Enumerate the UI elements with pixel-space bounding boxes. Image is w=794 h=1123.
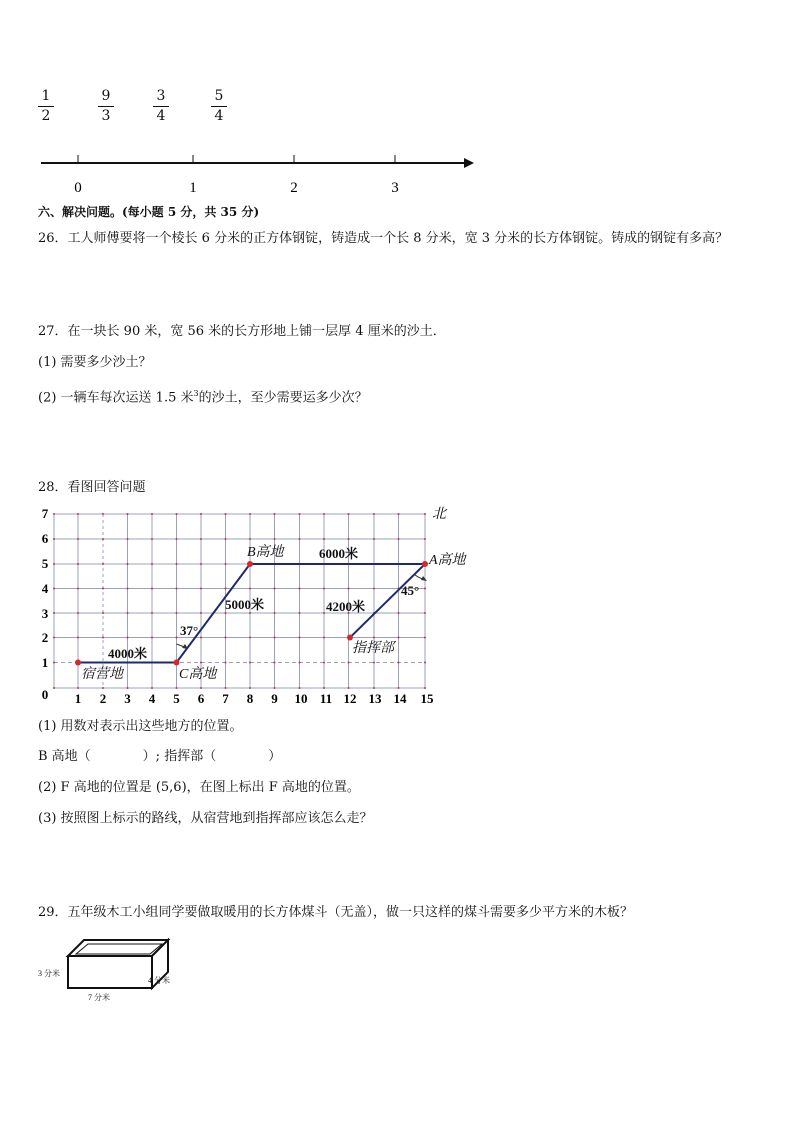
- length-label: 7 分米: [88, 993, 110, 1002]
- grid-dot: [249, 538, 251, 540]
- x-axis-label: 11: [319, 691, 333, 706]
- grid-dot: [225, 612, 227, 614]
- grid-dot: [323, 513, 325, 515]
- grid-dot: [77, 538, 79, 540]
- grid-dot: [274, 687, 276, 689]
- point-dormitory: [75, 660, 81, 666]
- grid-dot: [127, 588, 129, 590]
- grid-dot: [102, 538, 104, 540]
- fraction-numerator: 9: [101, 88, 111, 104]
- x-axis-label: 2: [99, 691, 107, 706]
- grid-dot: [127, 563, 129, 565]
- grid-dot: [274, 612, 276, 614]
- grid-dot: [225, 513, 227, 515]
- grid-dot: [200, 538, 202, 540]
- grid-dot: [274, 637, 276, 639]
- fraction-1: [36, 89, 56, 124]
- grid-dot: [299, 588, 301, 590]
- grid-dot: [323, 588, 325, 590]
- grid-dot: [176, 538, 178, 540]
- grid-dot: [200, 588, 202, 590]
- grid-dot: [398, 513, 400, 515]
- x-axis-label: 13: [368, 691, 382, 706]
- grid-dot: [398, 637, 400, 639]
- label-dormitory: 宿营地: [81, 667, 123, 682]
- x-axis-label: 8: [246, 691, 254, 706]
- grid-dot: [176, 513, 178, 515]
- fraction-4: [209, 89, 229, 124]
- grid-dot: [249, 588, 251, 590]
- y-axis-label: 3: [41, 606, 49, 621]
- question-27-part-2-suffix: 的沙土，至少需要运多少次？: [198, 390, 368, 406]
- point-command: [347, 635, 353, 641]
- x-axis-label: 10: [294, 691, 308, 706]
- grid-dot: [53, 612, 55, 614]
- grid-dot: [249, 662, 251, 664]
- fraction-numerator: 1: [41, 88, 51, 104]
- number-line: [38, 148, 478, 198]
- y-axis-label: 6: [41, 531, 49, 546]
- grid-dot: [373, 588, 375, 590]
- grid-dot: [299, 662, 301, 664]
- grid-dot: [424, 513, 426, 515]
- grid-dot: [77, 612, 79, 614]
- x-axis-label: 9: [271, 691, 278, 706]
- grid-dot: [102, 563, 104, 565]
- y-axis-label: 2: [41, 630, 49, 645]
- question-27: 27．在一块长 90 米，宽 56 米的长方形地上铺一层厚 4 厘米的沙土．: [38, 324, 446, 339]
- question-27-part-2: [38, 386, 368, 406]
- question-27-part-1: (1) 需要多少沙土？: [38, 355, 152, 370]
- fraction-denominator: 3: [101, 108, 111, 124]
- question-29: 29．五年级木工小组同学要做取暖用的长方体煤斗（无盖），做一只这样的煤斗需要多少平方米的木板？: [38, 905, 634, 920]
- grid-dot: [200, 687, 202, 689]
- number-line-tick-label: 3: [391, 180, 399, 196]
- grid-dot: [53, 538, 55, 540]
- grid-dot: [151, 687, 153, 689]
- width-label: 4 分米: [148, 976, 170, 985]
- grid-dot: [102, 637, 104, 639]
- grid-dot: [398, 687, 400, 689]
- grid-dot: [176, 563, 178, 565]
- question-27-part-2-prefix: (2) 一辆车每次运送 1.5 米: [38, 390, 194, 406]
- question-28-part-1: (1) 用数对表示出这些地方的位置。: [38, 719, 243, 734]
- grid-dot: [53, 563, 55, 565]
- label-b-highland: B高地: [247, 545, 284, 560]
- distance-label-seg2: 5000米: [225, 597, 265, 612]
- question-28-part-2: (2) F 高地的位置是 (5,6)，在图上标出 F 高地的位置。: [38, 780, 360, 795]
- y-axis-label: 4: [41, 581, 49, 596]
- coal-box-diagram: [36, 936, 186, 1008]
- grid-dot: [249, 612, 251, 614]
- grid-dot: [299, 637, 301, 639]
- grid-dot: [127, 637, 129, 639]
- grid-dot: [200, 612, 202, 614]
- grid-dot: [348, 662, 350, 664]
- grid-dot: [151, 563, 153, 565]
- grid-dot: [151, 538, 153, 540]
- grid-dot: [274, 513, 276, 515]
- grid-dot: [348, 588, 350, 590]
- question-26: 26．工人师傅要将一个棱长 6 分米的正方体钢锭，铸造成一个长 8 分米，宽 3 分米的长方体钢锭。铸成的钢锭有多高？: [38, 231, 729, 246]
- x-axis-label: 14: [393, 691, 407, 706]
- grid-dot: [424, 662, 426, 664]
- grid-dot: [127, 513, 129, 515]
- grid-dot: [373, 513, 375, 515]
- grid-dot: [151, 513, 153, 515]
- grid-dot: [373, 687, 375, 689]
- fraction-numerator: 5: [214, 88, 224, 104]
- fraction-2: [96, 89, 116, 124]
- grid-dot: [102, 588, 104, 590]
- superscript: 3: [193, 389, 199, 398]
- point-b-highland: [247, 561, 253, 567]
- x-axis-label: 15: [420, 691, 434, 706]
- grid-dot: [225, 687, 227, 689]
- grid-dot: [225, 637, 227, 639]
- grid-dot: [424, 637, 426, 639]
- question-28-part-3: (3) 按照图上标示的路线，从宿营地到指挥部应该怎么走？: [38, 811, 373, 826]
- grid-dot: [102, 612, 104, 614]
- grid-dot: [176, 687, 178, 689]
- number-line-tick-label: 0: [74, 180, 82, 196]
- grid-dot: [249, 637, 251, 639]
- height-label: 3 分米: [38, 969, 60, 978]
- grid-dot: [127, 538, 129, 540]
- label-a-highland: A高地: [429, 553, 466, 568]
- grid-dot: [225, 588, 227, 590]
- grid-dot: [200, 563, 202, 565]
- grid-dot: [274, 538, 276, 540]
- x-axis-label: 12: [343, 691, 357, 706]
- grid-dot: [77, 687, 79, 689]
- grid-dot: [274, 662, 276, 664]
- grid-dot: [249, 687, 251, 689]
- fraction-denominator: 4: [156, 108, 166, 124]
- grid-dot: [348, 513, 350, 515]
- grid-dot: [225, 662, 227, 664]
- grid-dot: [274, 588, 276, 590]
- grid-dot: [299, 612, 301, 614]
- grid-dot: [323, 612, 325, 614]
- grid-dot: [127, 612, 129, 614]
- grid-dot: [348, 538, 350, 540]
- grid-dot: [53, 687, 55, 689]
- distance-label-seg4: 4200米: [326, 599, 366, 614]
- grid-dot: [225, 563, 227, 565]
- y-axis-label: 5: [41, 556, 49, 571]
- number-line-tick-label: 1: [189, 180, 197, 196]
- grid-dot: [102, 687, 104, 689]
- distance-label-seg3: 6000米: [319, 546, 359, 561]
- grid-dot: [176, 612, 178, 614]
- grid-dot: [398, 612, 400, 614]
- grid-dot: [151, 637, 153, 639]
- grid-dot: [176, 637, 178, 639]
- x-axis-label: 0: [41, 687, 49, 702]
- x-axis-label: 5: [173, 691, 180, 706]
- grid-dot: [53, 588, 55, 590]
- point-c-highland: [174, 660, 180, 666]
- question-28-part-1-fill: B 高地（ ）; 指挥部（ ）: [38, 749, 282, 764]
- grid-dot: [323, 662, 325, 664]
- x-axis-label: 6: [197, 691, 205, 706]
- grid-dot: [53, 513, 55, 515]
- fraction-denominator: 2: [41, 108, 51, 124]
- angle-label-45: 45°: [401, 583, 420, 598]
- grid-dot: [200, 662, 202, 664]
- angle-label-37: 37°: [180, 623, 199, 638]
- label-command: 指挥部: [352, 641, 394, 656]
- grid-dot: [77, 588, 79, 590]
- grid-dot: [77, 513, 79, 515]
- distance-label-seg1: 4000米: [108, 646, 148, 661]
- x-axis-label: 3: [124, 691, 131, 706]
- grid-dot: [102, 513, 104, 515]
- grid-dot: [323, 687, 325, 689]
- x-axis-label: 4: [148, 691, 156, 706]
- grid-dot: [176, 588, 178, 590]
- section-heading: 六、解决问题。(每小题 5 分，共 35 分): [38, 205, 260, 219]
- x-axis-label: 7: [222, 691, 229, 706]
- number-line-tick-label: 2: [290, 180, 298, 196]
- coordinate-grid-map: [36, 500, 496, 710]
- grid-dot: [225, 538, 227, 540]
- grid-dot: [200, 513, 202, 515]
- grid-dot: [373, 637, 375, 639]
- grid-dot: [373, 538, 375, 540]
- grid-dot: [424, 588, 426, 590]
- grid-dot: [299, 538, 301, 540]
- grid-dot: [299, 687, 301, 689]
- fraction-3: [151, 89, 171, 124]
- grid-dot: [398, 662, 400, 664]
- y-axis-label: 1: [41, 655, 49, 670]
- grid-dot: [323, 538, 325, 540]
- question-28: 28．看图回答问题: [38, 480, 146, 495]
- grid-dot: [348, 687, 350, 689]
- grid-dot: [53, 637, 55, 639]
- fraction-numerator: 3: [156, 88, 166, 104]
- grid-dot: [77, 637, 79, 639]
- grid-dot: [424, 687, 426, 689]
- point-a-highland: [422, 561, 428, 567]
- grid-dot: [398, 538, 400, 540]
- grid-dot: [151, 588, 153, 590]
- x-axis-label: 1: [74, 691, 82, 706]
- grid-dot: [424, 612, 426, 614]
- label-c-highland: C高地: [179, 667, 217, 682]
- grid-dot: [323, 637, 325, 639]
- grid-dot: [127, 687, 129, 689]
- grid-dot: [373, 662, 375, 664]
- grid-dot: [77, 563, 79, 565]
- grid-dot: [424, 538, 426, 540]
- grid-dot: [249, 513, 251, 515]
- grid-dot: [200, 637, 202, 639]
- north-label: 北: [432, 507, 446, 522]
- grid-dot: [151, 612, 153, 614]
- y-axis-label: 7: [41, 506, 49, 521]
- grid-dot: [53, 662, 55, 664]
- fraction-denominator: 4: [214, 108, 224, 124]
- grid-dot: [299, 513, 301, 515]
